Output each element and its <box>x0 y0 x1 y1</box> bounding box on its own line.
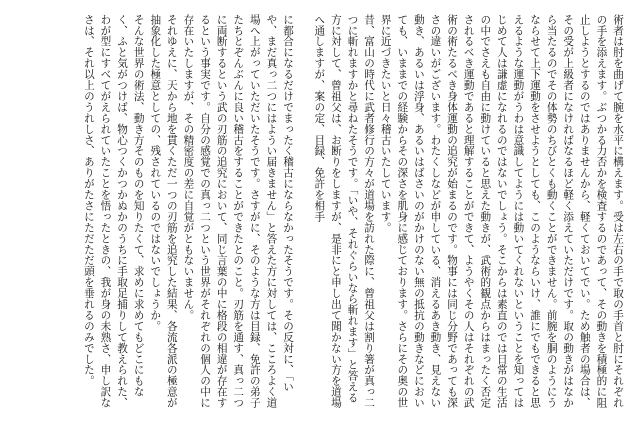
paragraph: 昔、富山の時代に武者修行の方々が道場を訪れた際に、曾祖父は割り箸が真っ二つに斬れますかと尋ねたそうです。「いや、それぐらいなら斬れます」と答える方に対して、曾祖父は、お断りをしますが、是非にと申し出て聞かない方を道場へ通しますが、案の定、目録、免許を相手 <box>313 14 376 409</box>
paragraph: それゆえに、天から地を貫くただ一つの刃筋を追究した結果、各流各派の極意が抽象化した極意としての、残されているのではないでしょうか。 <box>149 14 178 409</box>
left-text-block <box>26 14 296 412</box>
paragraph: 術者は肘を曲げて腕を水平に構えます。受は左右の手で取の手首と肘にそれぞれの手を添えます。ぶつかる力否かを検査するのであって、その動きを積極的に阻止しようとするのではありませんから、軽くておいてでい。ため触者の場合は、その受が上級者になければなるほど軽く添えていただけです。取の動きがはなから当たるのでその体勢のちびとくも動くことができません。前腕を胴のようにうならせて上下運動をさせようとしても、このようならいけ、誰にでもできると思えるような運動がうわは意識してようには動いてくれないということを知ってはじめて人は謙虚になれるのではないでしょう。そこからは素直のでは日常の生活の中でさえも自由に動けていると思えた動きが、武術的観点からはまったく否定されるべき運動であると理解することができて、ようやくその人はそれぞれの武術の術たるべき身体運動の追究が始まるのです。物事には同じ分野であっても深さの違いがございます。わたくしなどが申している、消えるあき動き、見えない動き、あるいは浮身、あるいはばさいのがかけのない無の抵抗の動きなどにおいても、いままでの経験からその深さを肌身に感じております。さらにその奥の世界に近づきたいと日々稽古いたしています。 <box>379 14 624 409</box>
paragraph: に都合になるだけでまったく稽古にならなかったそうです。その反対に、「いや、まだ真っ二つにはようい届きません」と答えた方に対しては、こころよく道場へ上がっていただいたそうです。さすがに、そのような方は目録、免許の弟子たちとぞんぶんに良い稽古をすることができたとのこと。刃筋を通す、真っ二つに両断するという武の刃筋の追究において、同じ言葉の中に格段の相違が存在するという事実です。自分の感覚での真っ二つという世界がそれぞれの個人の中に存在いたしますが、その精密度の差に自覚がともないません。 <box>182 14 294 409</box>
paragraph: そんな世界の術法、動き方そのものを知りたくて、求めに求めてもどこにもなく、ふと気がつけば、物心つくかつかぬかのうちに手取足捕りして教えられた、わが型にすべてがえられていたことを悟ったときの、我が身の未熟さ、申し訳なさは、それ以上のうれしさ、ありがたさにただただ頭を垂れるのみでした。 <box>82 14 145 409</box>
right-text-block <box>313 14 626 412</box>
